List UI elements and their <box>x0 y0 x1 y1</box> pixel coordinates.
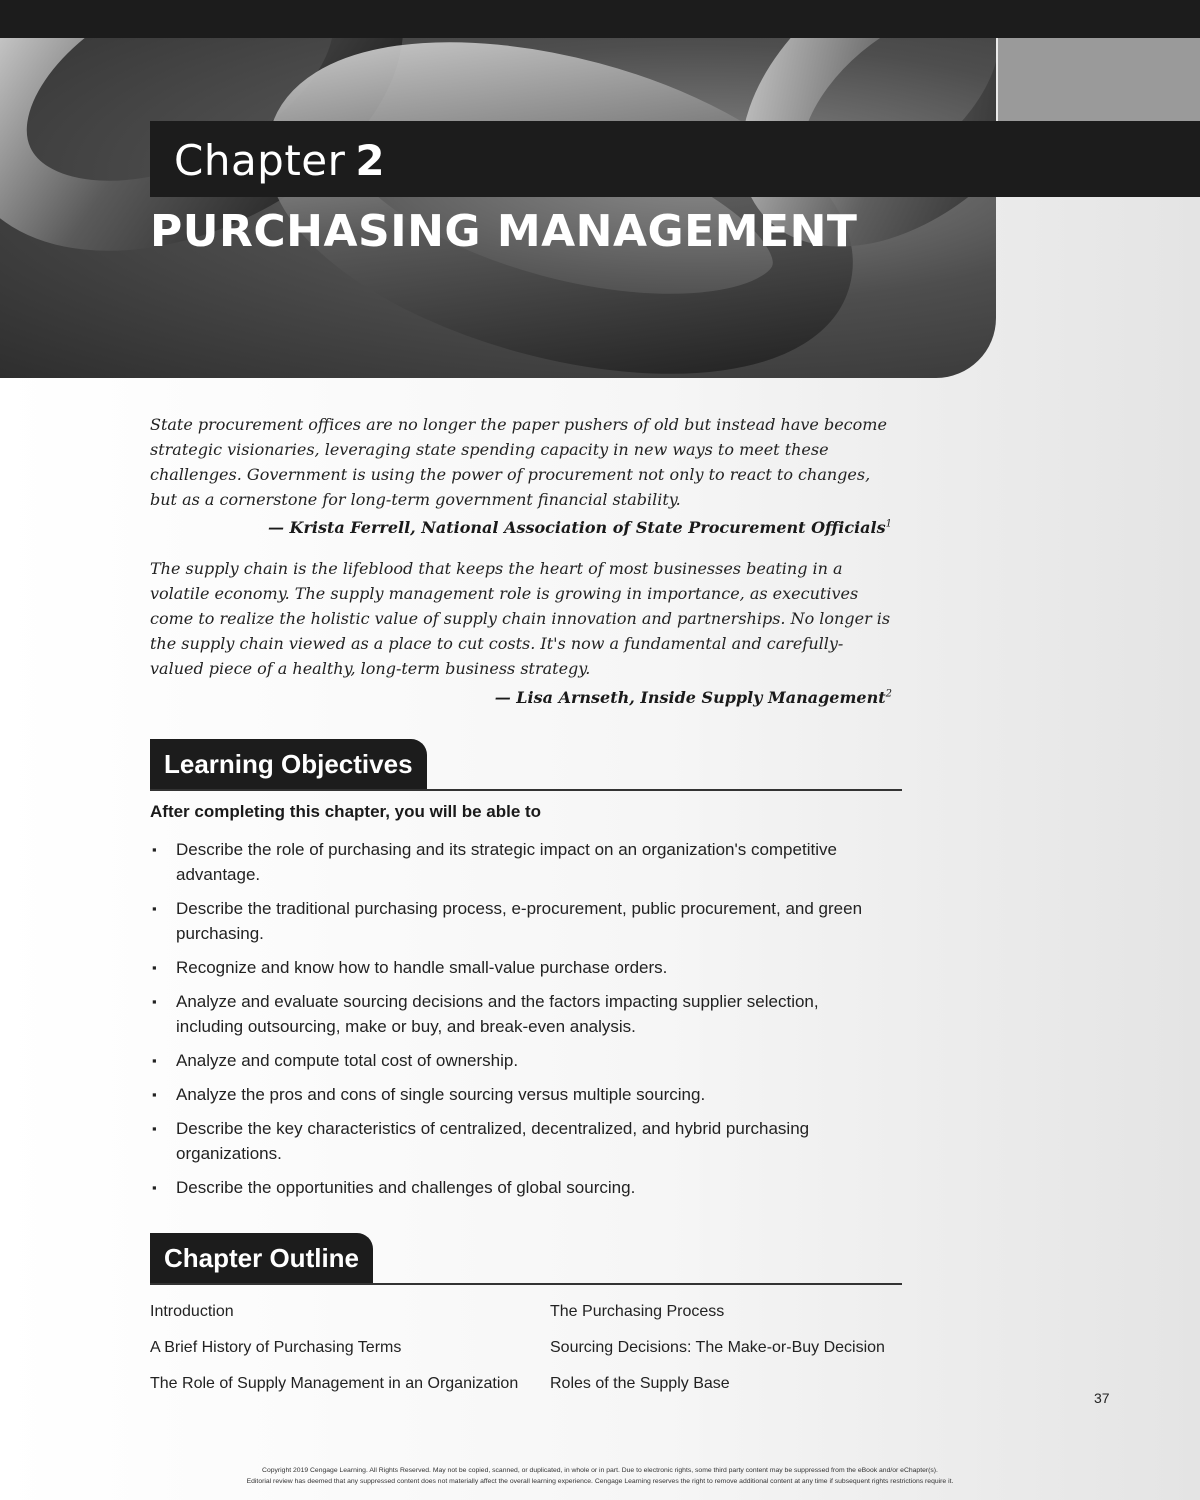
side-gray-tab <box>998 38 1200 121</box>
bullet-icon: ▪ <box>152 994 157 1009</box>
outline-right-column <box>550 1302 885 1410</box>
outline-left-column <box>150 1302 518 1410</box>
outline-item: Sourcing Decisions: The Make-or-Buy Decision <box>550 1339 885 1356</box>
copyright-line-2: Editorial review has deemed that any suppressed content does not materially affect the overall learning experience. Cengage Learning reserves the right to remove additional content at any time if subsequent rights restrictions require it. <box>246 1478 954 1485</box>
learning-objectives-header <box>150 739 902 791</box>
footnote-2: 2 <box>885 688 892 700</box>
outline-item: A Brief History of Purchasing Terms <box>150 1339 402 1356</box>
chapter-title: PURCHASING MANAGEMENT <box>150 206 858 257</box>
list-item: ▪ Analyze and evaluate sourcing decisions and the factors impacting supplier selection, including outsourcing, make or buy, and break-even analysis. <box>150 989 890 1039</box>
bullet-icon: ▪ <box>152 960 157 975</box>
copyright-notice <box>100 1465 1100 1487</box>
chapter-number: 2 <box>355 136 386 185</box>
learning-objectives-heading: Learning Objectives <box>150 739 427 789</box>
bullet-icon: ▪ <box>152 1087 157 1102</box>
quote-2-attribution: — Lisa Arnseth, Inside Supply Management$^2$ <box>494 688 892 707</box>
chapter-outline-heading: Chapter Outline <box>150 1233 373 1283</box>
page-number: 37 <box>1094 1390 1110 1406</box>
chapter-outline-header <box>150 1233 902 1285</box>
bullet-icon: ▪ <box>152 1121 157 1136</box>
list-item: ▪ Analyze the pros and cons of single sourcing versus multiple sourcing. <box>150 1082 890 1107</box>
bullet-icon: ▪ <box>152 1180 157 1195</box>
footnote-1: 1 <box>885 518 892 530</box>
chapter-label: Chapter 2 <box>174 136 386 185</box>
quote-2-text: The supply chain is the lifeblood that keeps the heart of most businesses beating in a volatile economy. The supply management role is growing in importance, as executives come to realize the holistic value of supply chain innovation and partnerships. No longer is the supply chain viewed as a place to cut costs. It's now a fundamental and carefully-valued piece of a healthy, long-term business strategy. <box>150 559 891 678</box>
top-black-bar <box>0 0 1200 38</box>
outline-item: The Purchasing Process <box>550 1303 725 1320</box>
objectives-lead: After completing this chapter, you will be able to <box>150 802 542 821</box>
outline-item: Introduction <box>150 1303 234 1320</box>
outline-item: The Role of Supply Management in an Organization <box>150 1375 519 1392</box>
copyright-line-1: Copyright 2019 Cengage Learning. All Rights Reserved. May not be copied, scanned, or duplicated, in whole or in part. Due to electronic rights, some third party content may be suppressed from the eBook and/or eChapter(s). <box>262 1467 938 1474</box>
bullet-icon: ▪ <box>152 1053 157 1068</box>
quote-1-attribution: — Krista Ferrell, National Association of State Procurement Officials$^1$ <box>267 518 892 537</box>
bullet-icon: ▪ <box>152 901 157 916</box>
learning-objectives-list <box>150 837 890 1209</box>
outline-item: Roles of the Supply Base <box>550 1375 730 1392</box>
list-item: ▪ Analyze and compute total cost of ownership. <box>150 1048 890 1073</box>
list-item: ▪ Describe the opportunities and challenges of global sourcing. <box>150 1175 890 1200</box>
quote-1-text: State procurement offices are no longer the paper pushers of old but instead have become strategic visionaries, leveraging state spending capacity in new ways to meet these challenges. Government is using the power of procurement not only to react to changes, but as a cornerstone for long-term government financial stability. <box>150 415 887 509</box>
list-item: ▪ Describe the role of purchasing and its strategic impact on an organization's competitive advantage. <box>150 837 890 887</box>
list-item: ▪ Recognize and know how to handle small-value purchase orders. <box>150 955 890 980</box>
bullet-icon: ▪ <box>152 842 157 857</box>
list-item: ▪ Describe the key characteristics of centralized, decentralized, and hybrid purchasing organizations. <box>150 1116 890 1166</box>
list-item: ▪ Describe the traditional purchasing process, e-procurement, public procurement, and green purchasing. <box>150 896 890 946</box>
